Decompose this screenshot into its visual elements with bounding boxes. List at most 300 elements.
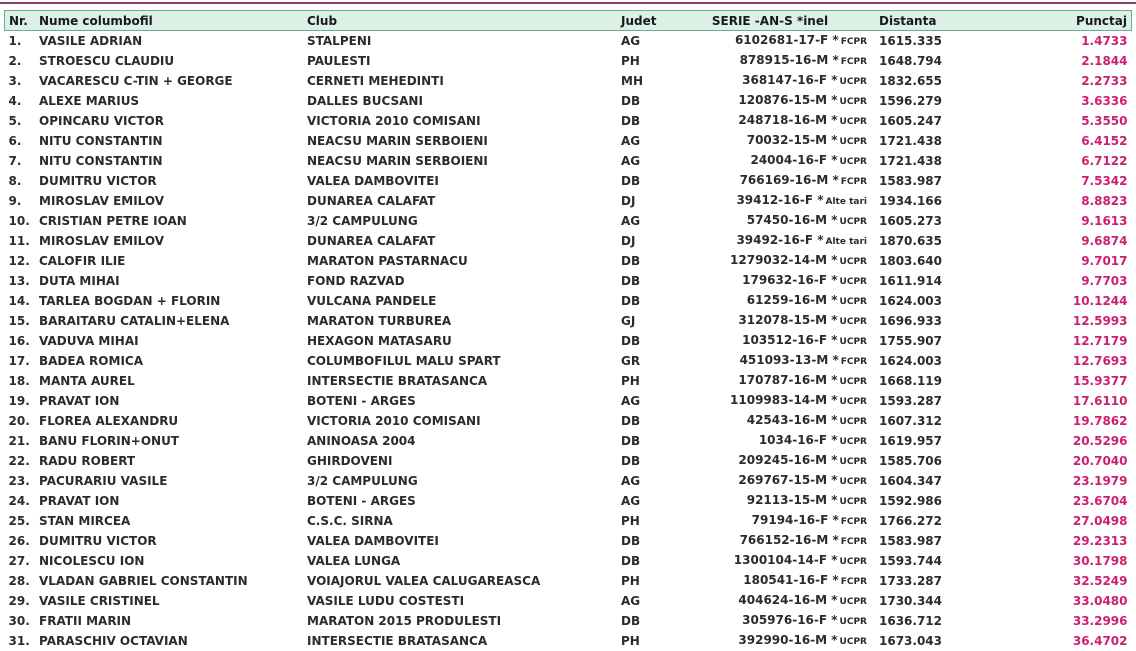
row-serie-cell xyxy=(661,471,879,491)
row-serie: 766152-16-M * xyxy=(740,533,839,547)
row-judet: AG xyxy=(621,471,661,491)
table-row xyxy=(5,31,1132,52)
row-serie: 269767-15-M * xyxy=(738,473,837,487)
row-judet: AG xyxy=(621,491,661,511)
row-punctaj: 12.7693 xyxy=(985,351,1132,371)
table-row xyxy=(5,291,1132,311)
row-club: MARATON 2015 PRODULESTI xyxy=(307,611,621,631)
table-row xyxy=(5,611,1132,631)
row-federation: UCPR xyxy=(840,457,867,467)
row-nr: 3. xyxy=(5,71,40,91)
row-serie: 179632-16-F * xyxy=(742,273,837,287)
row-judet: DB xyxy=(621,291,661,311)
row-name: PRAVAT ION xyxy=(39,491,307,511)
row-nr: 20. xyxy=(5,411,40,431)
row-punctaj: 20.7040 xyxy=(985,451,1132,471)
row-distanta: 1615.335 xyxy=(879,31,985,52)
row-punctaj: 32.5249 xyxy=(985,571,1132,591)
header-serie: SERIE -AN-S *inel xyxy=(661,11,879,31)
row-club: C.S.C. SIRNA xyxy=(307,511,621,531)
row-serie-cell xyxy=(661,211,879,231)
results-table xyxy=(4,10,1132,651)
row-distanta: 1593.744 xyxy=(879,551,985,571)
row-club: FOND RAZVAD xyxy=(307,271,621,291)
row-name: PACURARIU VASILE xyxy=(39,471,307,491)
row-punctaj: 17.6110 xyxy=(985,391,1132,411)
table-row xyxy=(5,191,1132,211)
table-row xyxy=(5,231,1132,251)
row-punctaj: 2.1844 xyxy=(985,51,1132,71)
row-serie-cell xyxy=(661,131,879,151)
row-nr: 27. xyxy=(5,551,40,571)
row-serie-cell xyxy=(661,331,879,351)
row-nr: 26. xyxy=(5,531,40,551)
row-serie: 24004-16-F * xyxy=(750,153,837,167)
row-serie: 878915-16-M * xyxy=(740,53,839,67)
row-distanta: 1766.272 xyxy=(879,511,985,531)
table-row xyxy=(5,551,1132,571)
row-federation: UCPR xyxy=(840,277,867,287)
row-distanta: 1619.957 xyxy=(879,431,985,451)
table-row xyxy=(5,371,1132,391)
table-row xyxy=(5,91,1132,111)
row-serie: 248718-16-M * xyxy=(738,113,837,127)
row-nr: 14. xyxy=(5,291,40,311)
row-name: ALEXE MARIUS xyxy=(39,91,307,111)
row-federation: UCPR xyxy=(840,477,867,487)
row-serie-cell xyxy=(661,51,879,71)
row-punctaj: 19.7862 xyxy=(985,411,1132,431)
row-federation: UCPR xyxy=(840,417,867,427)
table-row xyxy=(5,411,1132,431)
row-distanta: 1596.279 xyxy=(879,91,985,111)
table-row xyxy=(5,591,1132,611)
row-nr: 13. xyxy=(5,271,40,291)
row-nr: 2. xyxy=(5,51,40,71)
row-name: BARAITARU CATALIN+ELENA xyxy=(39,311,307,331)
row-nr: 19. xyxy=(5,391,40,411)
row-punctaj: 9.6874 xyxy=(985,231,1132,251)
row-serie-cell xyxy=(661,391,879,411)
row-judet: GJ xyxy=(621,311,661,331)
row-federation: UCPR xyxy=(840,597,867,607)
row-federation: UCPR xyxy=(840,497,867,507)
row-serie-cell xyxy=(661,371,879,391)
row-name: MANTA AUREL xyxy=(39,371,307,391)
row-federation: UCPR xyxy=(840,217,867,227)
row-name: FRATII MARIN xyxy=(39,611,307,631)
header-nr: Nr. xyxy=(5,11,40,31)
row-distanta: 1583.987 xyxy=(879,171,985,191)
row-federation: UCPR xyxy=(840,117,867,127)
row-judet: DJ xyxy=(621,231,661,251)
row-federation: FCPR xyxy=(841,37,867,47)
row-punctaj: 7.5342 xyxy=(985,171,1132,191)
row-club: VALEA DAMBOVITEI xyxy=(307,171,621,191)
row-federation: UCPR xyxy=(840,437,867,447)
row-judet: DB xyxy=(621,251,661,271)
row-nr: 23. xyxy=(5,471,40,491)
row-punctaj: 10.1244 xyxy=(985,291,1132,311)
row-club: DUNAREA CALAFAT xyxy=(307,191,621,211)
row-serie: 305976-16-F * xyxy=(742,613,837,627)
table-row xyxy=(5,451,1132,471)
table-row xyxy=(5,171,1132,191)
row-serie-cell xyxy=(661,111,879,131)
row-nr: 18. xyxy=(5,371,40,391)
row-name: DUMITRU VICTOR xyxy=(39,531,307,551)
header-judet: Judet xyxy=(621,11,661,31)
row-judet: DB xyxy=(621,411,661,431)
row-federation: UCPR xyxy=(840,257,867,267)
row-serie: 57450-16-M * xyxy=(747,213,838,227)
row-club: VALEA LUNGA xyxy=(307,551,621,571)
row-serie: 103512-16-F * xyxy=(742,333,837,347)
table-row xyxy=(5,471,1132,491)
row-serie: 61259-16-M * xyxy=(747,293,838,307)
row-name: PRAVAT ION xyxy=(39,391,307,411)
row-club: MARATON PASTARNACU xyxy=(307,251,621,271)
row-serie: 1109983-14-M * xyxy=(730,393,838,407)
row-distanta: 1607.312 xyxy=(879,411,985,431)
row-nr: 9. xyxy=(5,191,40,211)
row-federation: UCPR xyxy=(840,557,867,567)
row-judet: DB xyxy=(621,271,661,291)
row-judet: PH xyxy=(621,511,661,531)
row-serie: 120876-15-M * xyxy=(738,93,837,107)
row-club: COLUMBOFILUL MALU SPART xyxy=(307,351,621,371)
row-punctaj: 36.4702 xyxy=(985,631,1132,651)
row-distanta: 1733.287 xyxy=(879,571,985,591)
row-name: DUTA MIHAI xyxy=(39,271,307,291)
row-name: OPINCARU VICTOR xyxy=(39,111,307,131)
row-name: CALOFIR ILIE xyxy=(39,251,307,271)
row-nr: 22. xyxy=(5,451,40,471)
row-distanta: 1648.794 xyxy=(879,51,985,71)
row-punctaj: 9.7017 xyxy=(985,251,1132,271)
row-club: NEACSU MARIN SERBOIENI xyxy=(307,131,621,151)
row-distanta: 1593.287 xyxy=(879,391,985,411)
row-nr: 11. xyxy=(5,231,40,251)
row-name: VASILE CRISTINEL xyxy=(39,591,307,611)
row-club: GHIRDOVENI xyxy=(307,451,621,471)
row-serie-cell xyxy=(661,311,879,331)
row-serie: 368147-16-F * xyxy=(742,73,837,87)
row-serie-cell xyxy=(661,591,879,611)
row-nr: 8. xyxy=(5,171,40,191)
row-club: PAULESTI xyxy=(307,51,621,71)
table-header-row xyxy=(5,11,1132,31)
row-judet: AG xyxy=(621,391,661,411)
row-punctaj: 27.0498 xyxy=(985,511,1132,531)
row-serie-cell xyxy=(661,491,879,511)
row-distanta: 1624.003 xyxy=(879,291,985,311)
row-club: HEXAGON MATASARU xyxy=(307,331,621,351)
row-club: ANINOASA 2004 xyxy=(307,431,621,451)
row-serie-cell xyxy=(661,351,879,371)
row-serie: 170787-16-M * xyxy=(738,373,837,387)
row-distanta: 1605.273 xyxy=(879,211,985,231)
row-judet: DB xyxy=(621,91,661,111)
row-name: VASILE ADRIAN xyxy=(39,31,307,52)
row-serie-cell xyxy=(661,271,879,291)
row-name: NITU CONSTANTIN xyxy=(39,131,307,151)
row-federation: FCPR xyxy=(841,577,867,587)
row-judet: DB xyxy=(621,451,661,471)
row-federation: UCPR xyxy=(840,97,867,107)
row-judet: AG xyxy=(621,131,661,151)
row-serie-cell xyxy=(661,611,879,631)
table-row xyxy=(5,631,1132,651)
header-name: Nume columbofil xyxy=(39,11,307,31)
row-judet: DB xyxy=(621,111,661,131)
row-name: DUMITRU VICTOR xyxy=(39,171,307,191)
row-serie-cell xyxy=(661,231,879,251)
row-name: FLOREA ALEXANDRU xyxy=(39,411,307,431)
row-serie: 39412-16-F * xyxy=(736,193,823,207)
row-punctaj: 2.2733 xyxy=(985,71,1132,91)
row-nr: 15. xyxy=(5,311,40,331)
row-federation: UCPR xyxy=(840,137,867,147)
row-club: STALPENI xyxy=(307,31,621,52)
table-row xyxy=(5,211,1132,231)
row-judet: DB xyxy=(621,331,661,351)
row-judet: AG xyxy=(621,591,661,611)
row-federation: UCPR xyxy=(840,377,867,387)
row-serie-cell xyxy=(661,71,879,91)
row-judet: GR xyxy=(621,351,661,371)
row-nr: 28. xyxy=(5,571,40,591)
row-nr: 5. xyxy=(5,111,40,131)
row-serie: 1034-16-F * xyxy=(759,433,838,447)
header-punctaj: Punctaj xyxy=(985,11,1132,31)
row-punctaj: 12.5993 xyxy=(985,311,1132,331)
row-judet: AG xyxy=(621,211,661,231)
table-row xyxy=(5,391,1132,411)
row-serie-cell xyxy=(661,91,879,111)
row-serie: 312078-15-M * xyxy=(738,313,837,327)
row-serie: 79194-16-F * xyxy=(752,513,839,527)
row-serie-cell xyxy=(661,451,879,471)
table-row xyxy=(5,311,1132,331)
row-federation: FCPR xyxy=(841,357,867,367)
row-federation: FCPR xyxy=(841,177,867,187)
row-nr: 25. xyxy=(5,511,40,531)
row-club: 3/2 CAMPULUNG xyxy=(307,471,621,491)
row-distanta: 1934.166 xyxy=(879,191,985,211)
row-distanta: 1870.635 xyxy=(879,231,985,251)
row-club: VULCANA PANDELE xyxy=(307,291,621,311)
row-judet: DB xyxy=(621,551,661,571)
row-serie: 404624-16-M * xyxy=(738,593,837,607)
row-nr: 10. xyxy=(5,211,40,231)
row-judet: MH xyxy=(621,71,661,91)
row-punctaj: 15.9377 xyxy=(985,371,1132,391)
row-federation: UCPR xyxy=(840,317,867,327)
row-distanta: 1673.043 xyxy=(879,631,985,651)
row-distanta: 1803.640 xyxy=(879,251,985,271)
row-punctaj: 8.8823 xyxy=(985,191,1132,211)
row-name: TARLEA BOGDAN + FLORIN xyxy=(39,291,307,311)
row-federation: Alte tari xyxy=(826,197,868,207)
row-judet: PH xyxy=(621,51,661,71)
row-punctaj: 6.4152 xyxy=(985,131,1132,151)
row-punctaj: 20.5296 xyxy=(985,431,1132,451)
row-nr: 1. xyxy=(5,31,40,52)
row-federation: Alte tari xyxy=(826,237,868,247)
row-name: STAN MIRCEA xyxy=(39,511,307,531)
row-nr: 7. xyxy=(5,151,40,171)
row-judet: PH xyxy=(621,371,661,391)
row-nr: 21. xyxy=(5,431,40,451)
row-punctaj: 9.7703 xyxy=(985,271,1132,291)
row-federation: UCPR xyxy=(840,77,867,87)
row-distanta: 1611.914 xyxy=(879,271,985,291)
table-row xyxy=(5,431,1132,451)
table-row xyxy=(5,151,1132,171)
header-club: Club xyxy=(307,11,621,31)
row-distanta: 1721.438 xyxy=(879,151,985,171)
row-name: MIROSLAV EMILOV xyxy=(39,191,307,211)
row-serie-cell xyxy=(661,551,879,571)
header-distanta: Distanta xyxy=(879,11,985,31)
row-federation: UCPR xyxy=(840,337,867,347)
row-club: VICTORIA 2010 COMISANI xyxy=(307,411,621,431)
row-serie-cell xyxy=(661,251,879,271)
row-federation: UCPR xyxy=(840,297,867,307)
row-name: NICOLESCU ION xyxy=(39,551,307,571)
row-judet: PH xyxy=(621,571,661,591)
row-serie-cell xyxy=(661,31,879,52)
row-serie-cell xyxy=(661,631,879,651)
row-punctaj: 33.2996 xyxy=(985,611,1132,631)
row-distanta: 1604.347 xyxy=(879,471,985,491)
row-federation: UCPR xyxy=(840,157,867,167)
row-serie-cell xyxy=(661,151,879,171)
row-punctaj: 29.2313 xyxy=(985,531,1132,551)
row-serie: 42543-16-M * xyxy=(747,413,838,427)
table-row xyxy=(5,531,1132,551)
row-club: BOTENI - ARGES xyxy=(307,391,621,411)
row-judet: DB xyxy=(621,431,661,451)
row-nr: 30. xyxy=(5,611,40,631)
row-serie: 39492-16-F * xyxy=(736,233,823,247)
row-name: VLADAN GABRIEL CONSTANTIN xyxy=(39,571,307,591)
row-distanta: 1755.907 xyxy=(879,331,985,351)
row-federation: FCPR xyxy=(841,57,867,67)
row-serie-cell xyxy=(661,171,879,191)
row-nr: 24. xyxy=(5,491,40,511)
row-name: VACARESCU C-TIN + GEORGE xyxy=(39,71,307,91)
row-punctaj: 23.1979 xyxy=(985,471,1132,491)
row-punctaj: 1.4733 xyxy=(985,31,1132,52)
row-nr: 6. xyxy=(5,131,40,151)
row-distanta: 1730.344 xyxy=(879,591,985,611)
row-federation: UCPR xyxy=(840,637,867,647)
table-row xyxy=(5,71,1132,91)
row-club: MARATON TURBUREA xyxy=(307,311,621,331)
row-name: MIROSLAV EMILOV xyxy=(39,231,307,251)
row-club: VASILE LUDU COSTESTI xyxy=(307,591,621,611)
row-judet: DJ xyxy=(621,191,661,211)
row-club: INTERSECTIE BRATASANCA xyxy=(307,371,621,391)
row-serie-cell xyxy=(661,531,879,551)
row-distanta: 1696.933 xyxy=(879,311,985,331)
row-serie: 766169-16-M * xyxy=(740,173,839,187)
row-distanta: 1721.438 xyxy=(879,131,985,151)
table-row xyxy=(5,271,1132,291)
row-serie: 209245-16-M * xyxy=(738,453,837,467)
row-club: VICTORIA 2010 COMISANI xyxy=(307,111,621,131)
row-club: NEACSU MARIN SERBOIENI xyxy=(307,151,621,171)
row-name: STROESCU CLAUDIU xyxy=(39,51,307,71)
table-row xyxy=(5,331,1132,351)
row-name: VADUVA MIHAI xyxy=(39,331,307,351)
row-nr: 31. xyxy=(5,631,40,651)
row-punctaj: 33.0480 xyxy=(985,591,1132,611)
row-federation: UCPR xyxy=(840,617,867,627)
row-punctaj: 3.6336 xyxy=(985,91,1132,111)
row-club: CERNETI MEHEDINTI xyxy=(307,71,621,91)
row-punctaj: 30.1798 xyxy=(985,551,1132,571)
row-club: INTERSECTIE BRATASANCA xyxy=(307,631,621,651)
table-row xyxy=(5,111,1132,131)
row-federation: UCPR xyxy=(840,397,867,407)
row-judet: PH xyxy=(621,631,661,651)
row-punctaj: 9.1613 xyxy=(985,211,1132,231)
row-club: BOTENI - ARGES xyxy=(307,491,621,511)
row-serie: 392990-16-M * xyxy=(738,633,837,647)
top-rule xyxy=(0,2,1136,4)
row-federation: FCPR xyxy=(841,517,867,527)
row-distanta: 1605.247 xyxy=(879,111,985,131)
row-serie-cell xyxy=(661,511,879,531)
row-judet: AG xyxy=(621,31,661,52)
table-row xyxy=(5,571,1132,591)
row-club: VALEA DAMBOVITEI xyxy=(307,531,621,551)
row-judet: DB xyxy=(621,531,661,551)
row-distanta: 1585.706 xyxy=(879,451,985,471)
row-club: DUNAREA CALAFAT xyxy=(307,231,621,251)
row-club: DALLES BUCSANI xyxy=(307,91,621,111)
row-name: PARASCHIV OCTAVIAN xyxy=(39,631,307,651)
table-row xyxy=(5,251,1132,271)
table-body xyxy=(5,31,1132,651)
row-club: VOIAJORUL VALEA CALUGAREASCA xyxy=(307,571,621,591)
row-name: BANU FLORIN+ONUT xyxy=(39,431,307,451)
row-serie-cell xyxy=(661,411,879,431)
row-distanta: 1592.986 xyxy=(879,491,985,511)
row-serie-cell xyxy=(661,291,879,311)
row-name: RADU ROBERT xyxy=(39,451,307,471)
row-serie: 1300104-14-F * xyxy=(734,553,838,567)
row-punctaj: 5.3550 xyxy=(985,111,1132,131)
table-row xyxy=(5,351,1132,371)
table-row xyxy=(5,131,1132,151)
row-serie: 451093-13-M * xyxy=(740,353,839,367)
row-name: CRISTIAN PETRE IOAN xyxy=(39,211,307,231)
row-serie: 70032-15-M * xyxy=(747,133,838,147)
row-punctaj: 6.7122 xyxy=(985,151,1132,171)
row-serie: 180541-16-F * xyxy=(743,573,838,587)
row-federation: FCPR xyxy=(841,537,867,547)
row-name: NITU CONSTANTIN xyxy=(39,151,307,171)
row-punctaj: 12.7179 xyxy=(985,331,1132,351)
row-distanta: 1583.987 xyxy=(879,531,985,551)
row-club: 3/2 CAMPULUNG xyxy=(307,211,621,231)
row-judet: DB xyxy=(621,611,661,631)
row-nr: 12. xyxy=(5,251,40,271)
